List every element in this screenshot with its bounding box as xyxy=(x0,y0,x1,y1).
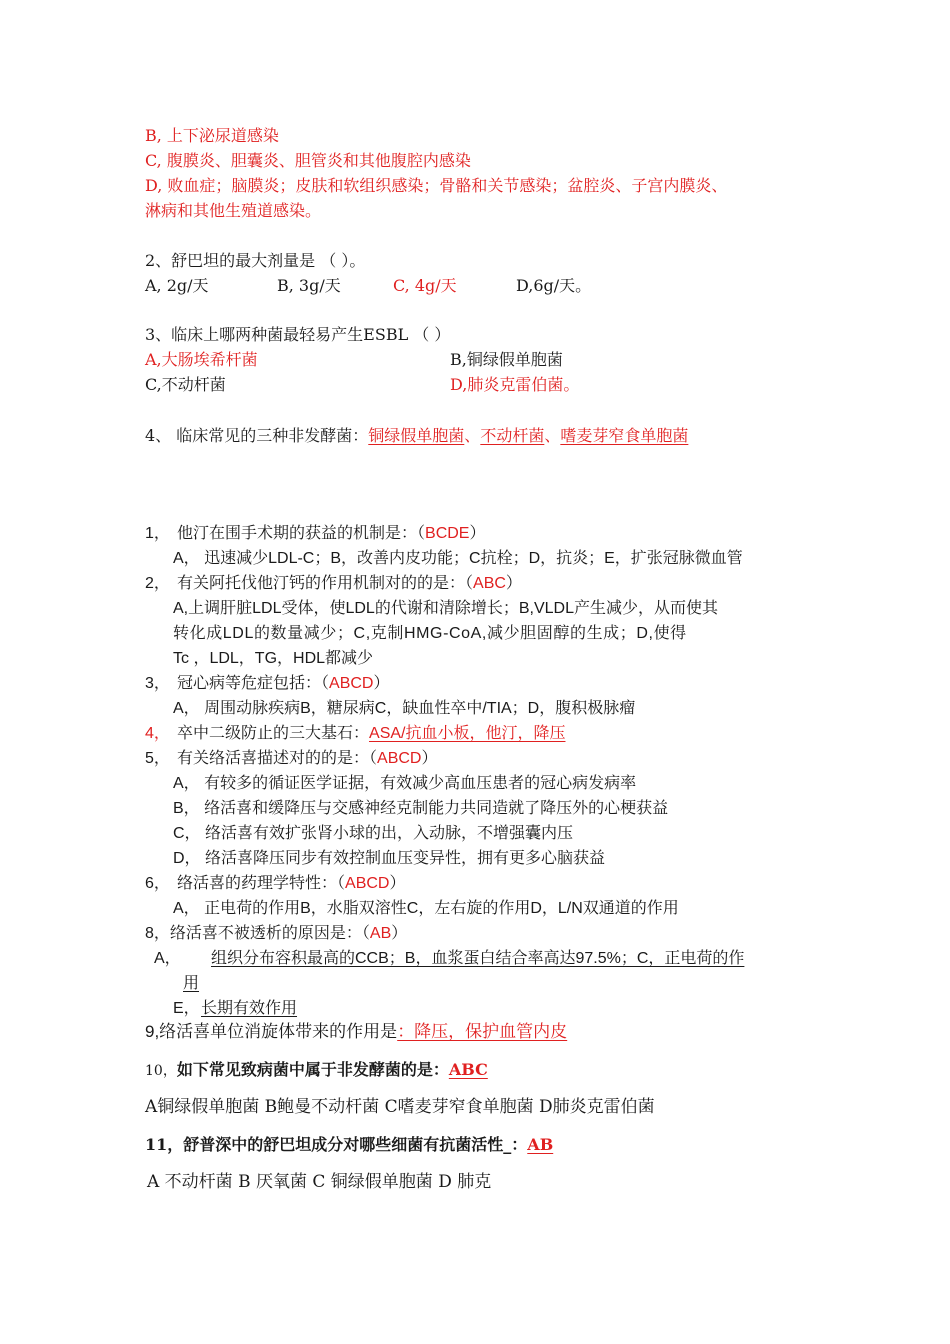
q8-option-e-label: E， xyxy=(173,1000,200,1017)
q8-option-a-continued: 用 xyxy=(183,975,200,992)
q4-answer-1: 铜绿假单胞菌 xyxy=(368,426,465,445)
q10-answer: ABC xyxy=(448,1060,488,1079)
q1-answer: BCDE xyxy=(425,525,470,542)
q1-close: ） xyxy=(469,525,486,542)
q2-options-line2: 转化成LDL的数量减少；C,克制HMG-CoA,减少胆固醇的生成；D,使得 xyxy=(173,625,687,642)
q2-options-line3: Tc ，LDL，TG，HDL都减少 xyxy=(173,650,374,667)
q5-answer: ABCD xyxy=(377,750,422,767)
q8-answer: AB xyxy=(369,925,392,942)
q6-close: ） xyxy=(389,875,406,892)
s2-question-3 xyxy=(145,674,389,693)
q3-option-a-answer: A,大肠埃希杆菌 xyxy=(145,350,258,369)
q5-number: 5， xyxy=(145,750,170,767)
q5-option-a: A， 有较多的循证医学证据，有效减少高血压患者的冠心病发病率 xyxy=(173,775,637,792)
q6-number: 6， xyxy=(145,875,170,892)
q3-option-b: B,铜绿假单胞菌 xyxy=(450,350,563,369)
q2-option-a: A, 2g/天 xyxy=(145,276,209,295)
q4-answer-3: 嗜麦芽窄食单胞菌 xyxy=(560,426,689,445)
s2-question-10 xyxy=(145,1060,488,1080)
q3-close: ） xyxy=(373,675,390,692)
q1-number: 1， xyxy=(145,525,170,542)
q11-options: A 不动杆菌 B 厌氧菌 C 铜绿假单胞菌 D 肺克 xyxy=(147,1172,492,1192)
s2-question-5 xyxy=(145,749,437,768)
s2-question-8 xyxy=(145,924,407,943)
question-3-esbl: 3、临床上哪两种菌最轻易产生ESBL （ ） xyxy=(145,325,451,344)
q3-options: A， 周围动脉疾病B，糖尿病C，缺血性卒中/TIA；D，腹积极脉瘤 xyxy=(173,700,636,717)
q2-option-b: B, 3g/天 xyxy=(277,276,341,295)
q8-option-e-text: 长期有效作用 xyxy=(201,1000,298,1017)
q8-close: ） xyxy=(391,925,408,942)
q2-option-d: D,6g/天。 xyxy=(516,276,592,295)
q5-option-d: D， 络活喜降压同步有效控制血压变异性，拥有更多心脑获益 xyxy=(173,850,606,867)
option-d-continued: D, 败血症；脑膜炎；皮肤和软组织感染；骨骼和关节感染；盆腔炎、子宫内膜炎、 xyxy=(145,176,728,195)
q9-answer: ：降压，保护血管内皮 xyxy=(397,1022,568,1041)
q3-option-c: C,不动杆菌 xyxy=(145,375,226,394)
q2-option-c-answer: C, 4g/天 xyxy=(393,276,457,295)
q1-options: A， 迅速减少LDL-C；B，改善内皮功能；C抗栓；D，抗炎；E，扩张冠脉微血管 xyxy=(173,550,743,567)
q8-option-a xyxy=(154,949,744,968)
q11-text: 11，舒普深中的舒巴坦成分对哪些细菌有抗菌活性_： xyxy=(145,1135,528,1154)
s2-question-9 xyxy=(145,1022,567,1042)
q5-option-b: B， 络活喜和缓降压与交感神经克制能力共同造就了降压外的心梗获益 xyxy=(173,800,669,817)
s2-question-6 xyxy=(145,874,405,893)
q1-text: 他汀在围手术期的获益的机制是：（ xyxy=(177,525,426,542)
s2-question-4 xyxy=(145,724,565,743)
q2-close: ） xyxy=(505,575,522,592)
option-d-continued-line2: 淋病和其他生殖道感染。 xyxy=(145,201,322,220)
q5-close: ） xyxy=(421,750,438,767)
question-4-non-fermenters xyxy=(145,426,688,445)
q9-text: 9,络活喜单位消旋体带来的作用是 xyxy=(145,1022,398,1041)
q10-number: 10， xyxy=(145,1063,177,1079)
q8-option-a-text: 组织分布容积最高的CCB；B，血浆蛋白结合率高达97.5%；C，正电荷的作 xyxy=(211,950,745,967)
q3-number: 3， xyxy=(145,675,170,692)
q4-answer: ASA/抗血小板，他汀，降压 xyxy=(369,725,566,742)
q11-answer: AB xyxy=(527,1135,554,1154)
s2-question-11 xyxy=(145,1135,553,1154)
q4-text: 卒中二级防止的三大基石： xyxy=(177,725,370,742)
q8-text: 8，络活喜不被透析的原因是：（ xyxy=(145,925,370,942)
q4-separator-2: 、 xyxy=(544,426,561,445)
q2-options-line1: A,上调肝脏LDL受体，使LDL的代谢和清除增长；B,VLDL产生减少，从而使其 xyxy=(173,600,718,617)
option-c-continued: C, 腹膜炎、胆囊炎、胆管炎和其他腹腔内感染 xyxy=(145,151,471,170)
s2-question-2 xyxy=(145,574,522,593)
q3-text: 冠心病等危症包括：（ xyxy=(177,675,330,692)
q5-text: 有关络活喜描述对的的是：（ xyxy=(177,750,378,767)
q4-prefix: 4、 临床常见的三种非发酵菌： xyxy=(145,426,369,445)
q8-option-e xyxy=(173,999,297,1018)
q4-separator-1: 、 xyxy=(464,426,481,445)
q2-number: 2， xyxy=(145,575,170,592)
option-b-continued: B, 上下泌尿道感染 xyxy=(145,126,279,145)
q2-text: 有关阿托伐他汀钙的作用机制对的的是：（ xyxy=(177,575,474,592)
q4-number: 4， xyxy=(145,725,170,742)
q8-option-a-label: A， xyxy=(154,950,181,967)
question-2-sulbactam-dose: 2、舒巴坦的最大剂量是 （ ）。 xyxy=(145,251,366,270)
q10-text: 如下常见致病菌中属于非发酵菌的是： xyxy=(176,1060,449,1079)
q3-option-d-answer: D,肺炎克雷伯菌。 xyxy=(450,375,580,394)
q3-answer: ABCD xyxy=(329,675,374,692)
q6-text: 络活喜的药理学特性：（ xyxy=(177,875,346,892)
q4-answer-2: 不动杆菌 xyxy=(480,426,545,445)
q5-option-c: C， 络活喜有效扩张肾小球的出，入动脉，不增强囊内压 xyxy=(173,825,574,842)
q10-options: A铜绿假单胞菌 B鲍曼不动杆菌 C嗜麦芽窄食单胞菌 D肺炎克雷伯菌 xyxy=(145,1097,655,1117)
q6-options: A， 正电荷的作用B，水脂双溶性C，左右旋的作用D，L/N双通道的作用 xyxy=(173,900,679,917)
s2-question-1 xyxy=(145,524,485,543)
q2-answer: ABC xyxy=(473,575,506,592)
q6-answer: ABCD xyxy=(345,875,390,892)
